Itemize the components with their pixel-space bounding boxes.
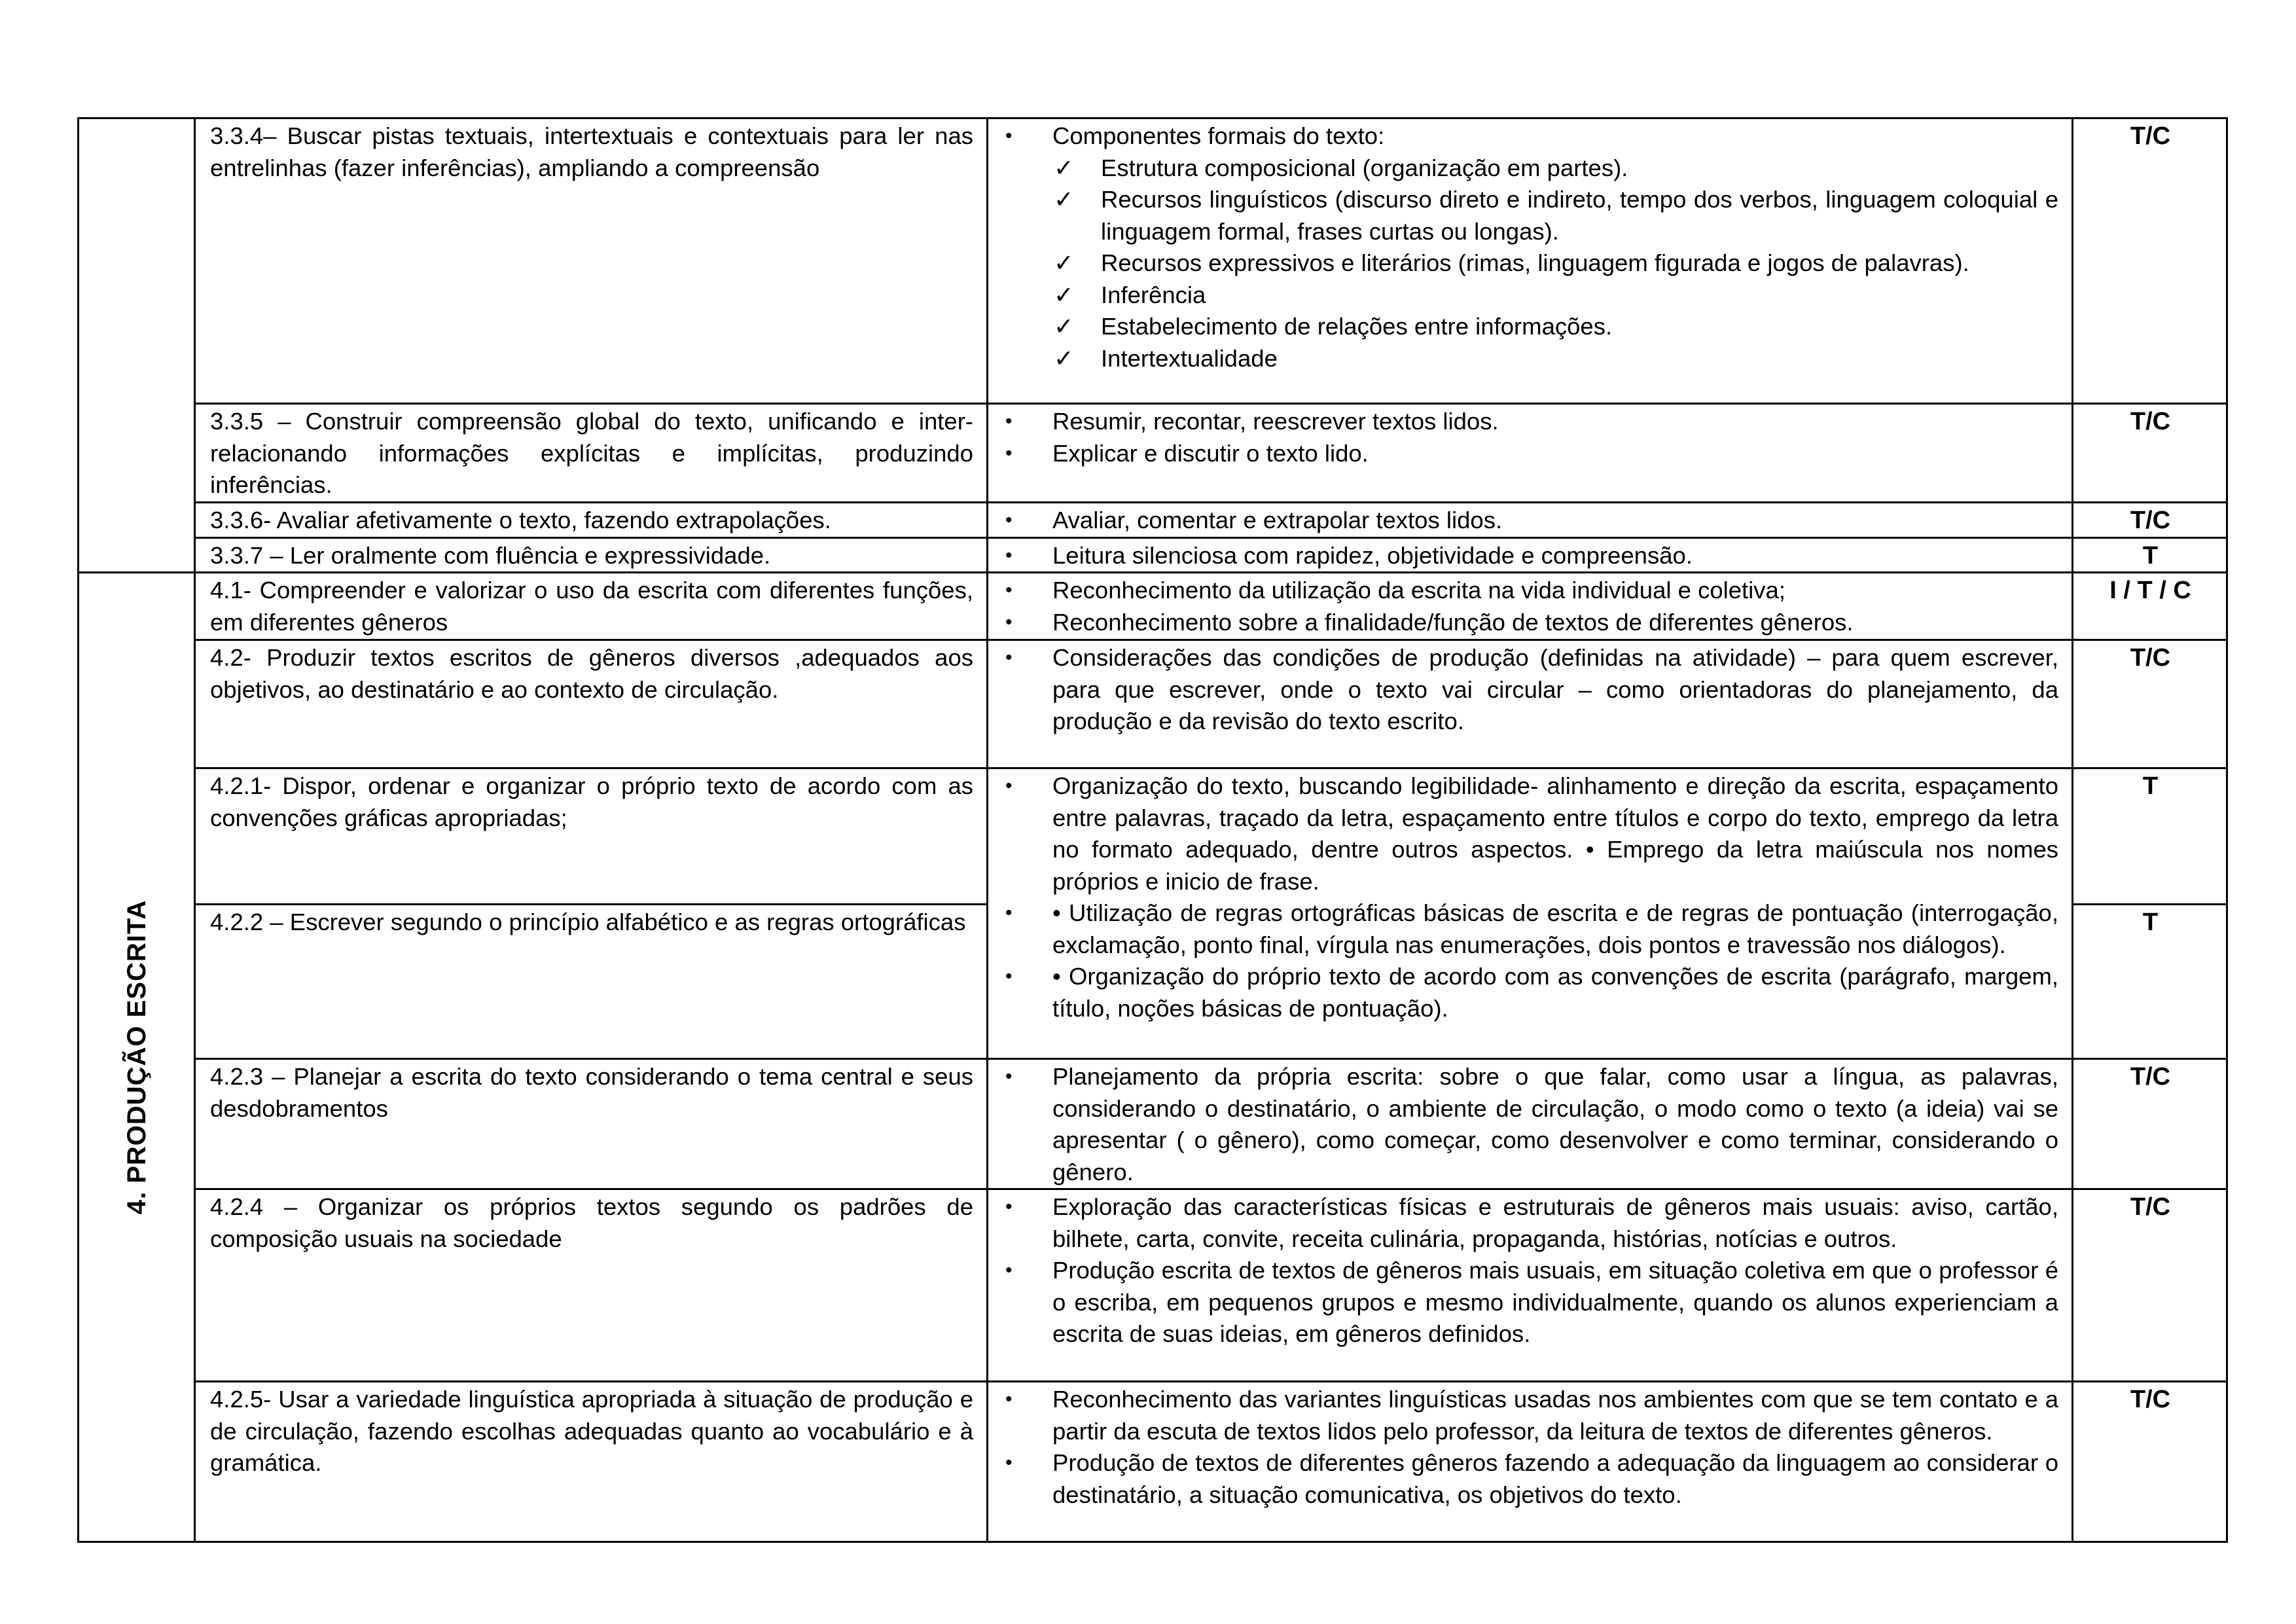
bullet-item: • Reconhecimento da utilização da escrita na vida individual e coletiva;	[1003, 575, 2058, 607]
bullet-item: • Avaliar, comentar e extrapolar textos lidos.	[1003, 505, 2058, 537]
objective-cell: 3.3.4– Buscar pistas textuais, intertextuais e contextuais para ler nas entrelinhas (fazer inferências), ampliando a compreensão	[195, 118, 988, 404]
bullet-item: • Leitura silenciosa com rapidez, objetividade e compreensão.	[1003, 540, 2058, 572]
table-row	[79, 118, 2227, 404]
code-cell: T/C	[2073, 404, 2227, 503]
check-item: ✓ Estabelecimento de relações entre informações.	[1003, 311, 2058, 343]
bullet-item: • Planejamento da própria escrita: sobre o que falar, como usar a língua, as palavras, considerando o destinatário, o ambiente de circulação, o modo como o texto (a ideia) vai se apresentar ( o gênero), como começar, como desenvolver e como terminar, considerando o gênero.	[1003, 1061, 2058, 1188]
checkmark-icon: ✓	[1054, 154, 1074, 181]
objective-cell: 3.3.7 – Ler oralmente com fluência e expressividade.	[195, 537, 988, 573]
code-cell: T/C	[2073, 502, 2227, 537]
bullet-item	[1003, 120, 2058, 374]
table-row	[79, 1189, 2227, 1382]
objective-cell: 4.1- Compreender e valorizar o uso da escrita com diferentes funções, em diferentes gêneros	[195, 573, 988, 640]
content-cell	[988, 1059, 2073, 1189]
code-cell: T	[2073, 537, 2227, 573]
check-item: ✓ Intertextualidade	[1003, 343, 2058, 375]
code-cell: T/C	[2073, 1382, 2227, 1542]
content-cell	[988, 537, 2073, 573]
content-cell	[988, 502, 2073, 537]
bullet-item: • Organização do texto, buscando legibilidade- alinhamento e direção da escrita, espaçamento entre palavras, traçado da letra, espaçamento entre títulos e corpo do texto, emprego da letra no formato adequado, dentre outros aspectos. • Emprego da letra maiúscula nos nomes próprios e inicio de frase.	[1003, 770, 2058, 897]
objective-cell: 4.2.4 – Organizar os próprios textos segundo os padrões de composição usuais na sociedade	[195, 1189, 988, 1382]
objective-cell: 4.2.2 – Escrever segundo o princípio alfabético e as regras ortográficas	[195, 905, 988, 1059]
code-cell: T/C	[2073, 1059, 2227, 1189]
objective-cell: 4.2- Produzir textos escritos de gêneros diversos ,adequados aos objetivos, ao destinatário e ao contexto de circulação.	[195, 640, 988, 768]
bullet-item: • Considerações das condições de produção (definidas na atividade) – para quem escrever, para que escrever, onde o texto vai circular – como orientadoras do planejamento, da produção e da revisão do texto escrito.	[1003, 642, 2058, 738]
table-row	[79, 1059, 2227, 1189]
content-cell	[988, 640, 2073, 768]
checkmark-icon: ✓	[1054, 249, 1074, 276]
table-row	[79, 1382, 2227, 1542]
section-cell-empty	[79, 118, 195, 573]
checkmark-icon: ✓	[1054, 313, 1074, 340]
checkmark-icon: ✓	[1054, 186, 1074, 213]
objective-cell: 4.2.1- Dispor, ordenar e organizar o próprio texto de acordo com as convenções gráficas apropriadas;	[195, 768, 988, 905]
bullet-item: • Resumir, recontar, reescrever textos lidos.	[1003, 406, 2058, 438]
content-intro: Componentes formais do texto:	[1052, 122, 1385, 149]
table-row	[79, 404, 2227, 503]
content-cell-merged	[988, 768, 2073, 1059]
table-row	[79, 502, 2227, 537]
check-item: ✓ Recursos linguísticos (discurso direto e indireto, tempo dos verbos, linguagem coloquial e linguagem formal, frases curtas ou longas).	[1003, 184, 2058, 247]
bullet-item: • Produção escrita de textos de gêneros mais usuais, em situação coletiva em que o professor é o escriba, em pequenos grupos e mesmo individualmente, quando os alunos experienciam a escrita de suas ideias, em gêneros definidos.	[1003, 1255, 2058, 1350]
objective-cell: 3.3.6- Avaliar afetivamente o texto, fazendo extrapolações.	[195, 502, 988, 537]
checkmark-icon: ✓	[1054, 344, 1074, 372]
section-cell	[79, 573, 195, 1542]
bullet-item: • Explicar e discutir o texto lido.	[1003, 438, 2058, 470]
code-cell: T/C	[2073, 640, 2227, 768]
code-cell: T/C	[2073, 1189, 2227, 1382]
check-item: ✓ Inferência	[1003, 280, 2058, 312]
table-row	[79, 640, 2227, 768]
bullet-item: • • Utilização de regras ortográficas básicas de escrita e de regras de pontuação (interrogação, exclamação, ponto final, vírgula nas enumerações, dois pontos e travessão nos diálogos).	[1003, 897, 2058, 961]
bullet-item: • Produção de textos de diferentes gêneros fazendo a adequação da linguagem ao considerar o destinatário, a situação comunicativa, os objetivos do texto.	[1003, 1447, 2058, 1511]
table-row	[79, 573, 2227, 640]
content-cell	[988, 1382, 2073, 1542]
content-cell	[988, 404, 2073, 503]
checklist	[1003, 153, 2058, 375]
checkmark-icon: ✓	[1054, 281, 1074, 308]
check-item: ✓ Recursos expressivos e literários (rimas, linguagem figurada e jogos de palavras).	[1003, 247, 2058, 280]
curriculum-table	[77, 117, 2228, 1543]
content-cell	[988, 1189, 2073, 1382]
code-cell: T	[2073, 905, 2227, 1059]
code-cell: T/C	[2073, 118, 2227, 404]
code-cell: T	[2073, 768, 2227, 905]
objective-cell: 4.2.3 – Planejar a escrita do texto considerando o tema central e seus desdobramentos	[195, 1059, 988, 1189]
objective-cell: 4.2.5- Usar a variedade linguística apropriada à situação de produção e de circulação, fazendo escolhas adequadas quanto ao vocabulário e à gramática.	[195, 1382, 988, 1542]
bullet-item: • • Organização do próprio texto de acordo com as convenções de escrita (parágrafo, margem, título, noções básicas de pontuação).	[1003, 961, 2058, 1024]
bullet-item: • Exploração das características físicas e estruturais de gêneros mais usuais: aviso, cartão, bilhete, carta, convite, receita culinária, propaganda, histórias, notícias e outros.	[1003, 1191, 2058, 1255]
bullet-item: • Reconhecimento das variantes linguísticas usadas nos ambientes com que se tem contato e a partir da escuta de textos lidos pelo professor, da leitura de textos de diferentes gêneros.	[1003, 1384, 2058, 1447]
content-cell	[988, 118, 2073, 404]
objective-cell: 3.3.5 – Construir compreensão global do texto, unificando e inter-relacionando informações explícitas e implícitas, produzindo inferências.	[195, 404, 988, 503]
table-row	[79, 768, 2227, 905]
section-label: 4. PRODUÇÃO ESCRITA	[122, 899, 151, 1215]
check-item: ✓ Estrutura composicional (organização em partes).	[1003, 153, 2058, 185]
table-row	[79, 537, 2227, 573]
content-cell	[988, 573, 2073, 640]
code-cell: I / T / C	[2073, 573, 2227, 640]
bullet-item: • Reconhecimento sobre a finalidade/função de textos de diferentes gêneros.	[1003, 607, 2058, 639]
